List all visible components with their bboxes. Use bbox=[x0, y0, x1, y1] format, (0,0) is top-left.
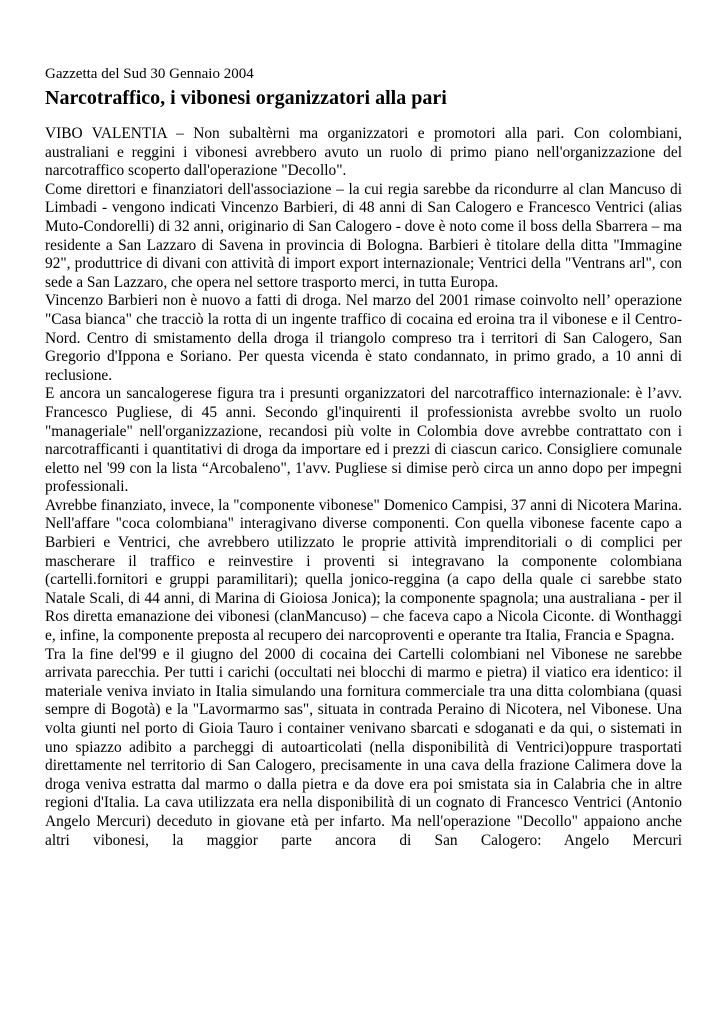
article-headline: Narcotraffico, i vibonesi organizzatori alla pari bbox=[45, 87, 447, 109]
source-line: Gazzetta del Sud 30 Gennaio 2004 bbox=[45, 66, 254, 82]
paragraph-4: E ancora un sancalogerese figura tra i presunti organizzatori del narcotraffico internazionale: è l’avv. Francesco Pugliese, di 45 anni. Secondo gl'inquirenti il professionista avrebbe svolto un ruolo "manageriale" nell'organizzazione, recandosi più volte in Colombia dove avrebbe contrattato con i narcotrafficanti i quantitativi di droga da importare ed i prezzi di ciascun carico. Consigliere comunale eletto nel '99 con la lista “Arcobaleno", 1'avv. Pugliese si dimise però circa un anno dopo per impegni professionali. bbox=[45, 385, 682, 496]
article-body bbox=[45, 125, 682, 850]
paragraph-5: Avrebbe finanziato, invece, la "componente vibonese" Domenico Campisi, 37 anni di Nicotera Marina. Nell'affare "coca colombiana" interagivano diverse componenti. Con quella vibonese facente capo a Barbieri e Ventrici, che avrebbero utilizzato le proprie attività imprenditoriali o di complici per mascherare il traffico e reinvestire i proventi si integravano la componente colombiana (cartelli.fornitori e gruppi paramilitari); quella jonico-reggina (a capo della quale ci sarebbe stato Natale Scali, di 44 anni, di Marina di Gioiosa Jonica); la componente spagnola; una australiana - per il Ros diretta emanazione dei vibonesi (clanMancuso) – che faceva capo a Nicola Ciconte. di Wonthaggi e, infine, la componente preposta al recupero dei narcoproventi e operante tra Italia, Francia e Spagna. bbox=[45, 496, 682, 645]
paragraph-6: Tra la fine del'99 e il giugno del 2000 di cocaina dei Cartelli colombiani nel Vibonese ne sarebbe arrivata parecchia. Per tutti i carichi (occultati nei blocchi di marmo e pietra) il viatico era identico: il materiale veniva inviato in Italia simulando una fornitura commerciale tra una ditta colombiana (quasi sempre di Bogotà) e la "Lavormarmo sas", situata in contrada Peraino di Nicotera, nel Vibonese. Una volta giunti nel porto di Gioia Tauro i container venivano sbarcati e sdoganati e da qui, o sistemati in uno spiazzo adibito a parcheggi di autoarticolati (nella disponibilità di Ventrici)oppure trasportati direttamente nel territorio di San Calogero, precisamente in una cava della frazione Calimera dove la droga veniva estratta dal marmo o dalla pietra e da dove era poi smistata sia in Calabria che in altre regioni d'Italia. La cava utilizzata era nella disponibilità di un cognato di Francesco Ventrici (Antonio Angelo Mercuri) deceduto in giovane età per infarto. Ma nell'operazione "Decollo" appaiono anche altri vibonesi, la maggior parte ancora di San Calogero: Angelo Mercuri bbox=[45, 645, 682, 849]
paragraph-1: VIBO VALENTIA – Non subaltèrni ma organizzatori e promotori alla pari. Con colombiani, australiani e reggini i vibonesi avrebbero avuto un ruolo di primo piano nell'organizzazione del narcotraffico scoperto dall'operazione "Decollo". bbox=[45, 125, 682, 180]
paragraph-3: Vincenzo Barbieri non è nuovo a fatti di droga. Nel marzo del 2001 rimase coinvolto nell’ operazione "Casa bianca" che tracciò la rotta di un ingente traffico di cocaina ed eroina tra il vibonese e il Centro-Nord. Centro di smistamento della droga il triangolo compreso tra i territori di San Calogero, San Gregorio d'Ippona e Soriano. Per questa vicenda è stato condannato, in primo grado, a 10 anni di reclusione. bbox=[45, 292, 682, 384]
paragraph-2: Come direttori e finanziatori dell'associazione – la cui regia sarebbe da ricondurre al clan Mancuso di Limbadi - vengono indicati Vincenzo Barbieri, di 48 anni di San Calogero e Francesco Ventrici (alias Muto-Condorelli) di 32 anni, originario di San Calogero - dove è noto come il boss della Sbarrera – ma residente a San Lazzaro di Savena in provincia di Bologna. Barbieri è titolare della ditta "Immagine 92", produttrice di divani con attività di import export internazionale; Ventrici della "Ventrans arl", con sede a San Lazzaro, che opera nel settore trasporto merci, in tutta Europa. bbox=[45, 180, 682, 291]
